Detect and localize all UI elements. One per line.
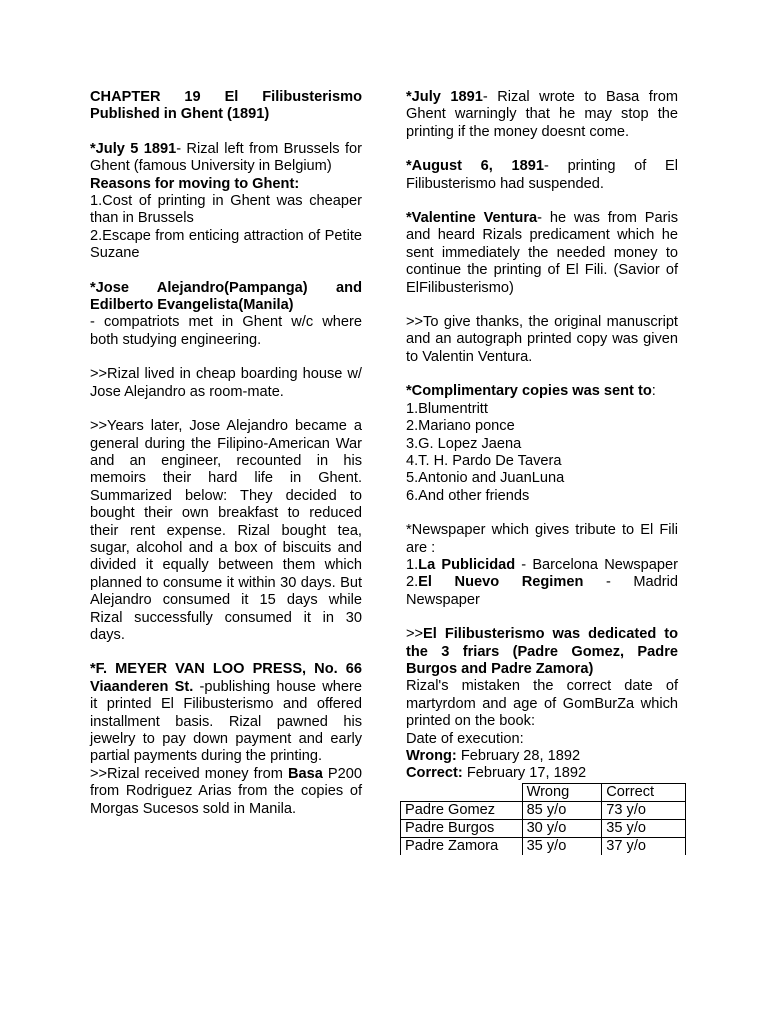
table-header-row — [401, 783, 686, 801]
paragraph-manuscript-gift: >>To give thanks, the original manuscript and an autograph printed copy was given to Valentin Ventura. — [406, 314, 678, 365]
wrong-date: Wrong: February 28, 1892 — [406, 748, 581, 764]
paragraph-memoirs: >>Years later, Jose Alejandro became a general during the Filipino-American War and an engineer, recounted in his memoirs their hard life in Ghent. Summarized below: They decided to bought their own breakfast to reduced their rent expense. Rizal bought tea, sugar, alcohol and a box of biscuits and divided it equally between them which planned to consume it within 30 days. But Alejandro consumed it 15 days while Rizal successfully consumed it in 30 days. — [90, 418, 362, 643]
table-cell: 35 y/o — [522, 837, 602, 855]
table-header-cell: Wrong — [522, 783, 602, 801]
table-cell: 73 y/o — [602, 801, 686, 819]
reason-2: 2.Escape from enticing attraction of Petite Suzane — [90, 227, 362, 262]
copies-item: 5.Antonio and JuanLuna — [406, 470, 565, 487]
paragraph-meyer-press: *F. MEYER VAN LOO PRESS, No. 66 Viaanderen St. -publishing house where it printed El Filibusterismo and offered installment basis. Rizal pawned his jewelry to pay down payment and early partial payments during the printing. — [90, 661, 362, 765]
execution-label: Date of execution: — [406, 730, 524, 747]
table-cell: 35 y/o — [602, 819, 686, 837]
paragraph-mistake: Rizal's mistaken the correct date of martyrdom and age of GomBurZa which printed on the book: — [406, 678, 678, 730]
paragraph-dedication: >>El Filibusterismo was dedicated to the 3 friars (Padre Gomez, Padre Burgos and Padre Zamora) — [406, 626, 678, 677]
left-column — [90, 89, 362, 818]
copies-heading: *Complimentary copies was sent to: — [406, 383, 656, 400]
table-row — [401, 837, 686, 855]
copies-item: 2.Mariano ponce — [406, 418, 515, 435]
copies-item: 1.Blumentritt — [406, 400, 488, 417]
newspaper-item-1: 1.La Publicidad - Barcelona Newspaper — [406, 556, 679, 573]
table-header-cell — [401, 783, 523, 801]
paragraph-august-6: *August 6, 1891- printing of El Filibusterismo had suspended. — [406, 158, 678, 192]
table-cell: Padre Gomez — [401, 801, 523, 819]
table-row — [401, 801, 686, 819]
paragraph-basa-money: >>Rizal received money from Basa P200 from Rodriguez Arias from the copies of Morgas Sucesos sold in Manila. — [90, 765, 363, 817]
chapter-title: CHAPTER 19 El Filibusterismo Published in Ghent (1891) — [90, 89, 362, 123]
table-row — [401, 819, 686, 837]
paragraph-compatriots-names: *Jose Alejandro(Pampanga) and Edilberto Evangelista(Manila) — [90, 279, 362, 314]
paragraph-july-1891: *July 1891- Rizal wrote to Basa from Ghent warningly that he may stop the printing if the money doesnt come. — [406, 89, 678, 140]
table-header-cell: Correct — [602, 783, 686, 801]
copies-item: 6.And other friends — [406, 487, 530, 504]
copies-item: 4.T. H. Pardo De Tavera — [406, 452, 562, 469]
table-cell: 37 y/o — [602, 837, 686, 855]
paragraph-compatriots-text: - compatriots met in Ghent w/c where both studying engineering. — [90, 314, 362, 348]
right-column — [406, 89, 678, 855]
table-cell: Padre Zamora — [401, 837, 523, 855]
correct-date: Correct: February 17, 1892 — [406, 765, 587, 782]
table-cell: 85 y/o — [522, 801, 602, 819]
newspaper-intro: *Newspaper which gives tribute to El Fili are : — [406, 522, 678, 556]
reason-1: 1.Cost of printing in Ghent was cheaper than in Brussels — [90, 193, 362, 227]
copies-item: 3.G. Lopez Jaena — [406, 435, 522, 452]
newspaper-item-2: 2.El Nuevo Regimen - Madrid Newspaper — [406, 574, 678, 608]
table-cell: Padre Burgos — [401, 819, 523, 837]
paragraph-boarding-house: >>Rizal lived in cheap boarding house w/ Jose Alejandro as room-mate. — [90, 366, 362, 400]
paragraph-valentin-ventura: *Valentine Ventura- he was from Paris and heard Rizals predicament which he sent immediately the needed money to continue the printing of El Fili. (Savior of ElFilibusterismo) — [406, 210, 679, 296]
paragraph-july-5: *July 5 1891- Rizal left from Brussels for Ghent (famous University in Belgium) — [90, 140, 362, 175]
execution-age-table — [400, 783, 686, 855]
reasons-heading: Reasons for moving to Ghent: — [90, 175, 300, 192]
table-cell: 30 y/o — [522, 819, 602, 837]
